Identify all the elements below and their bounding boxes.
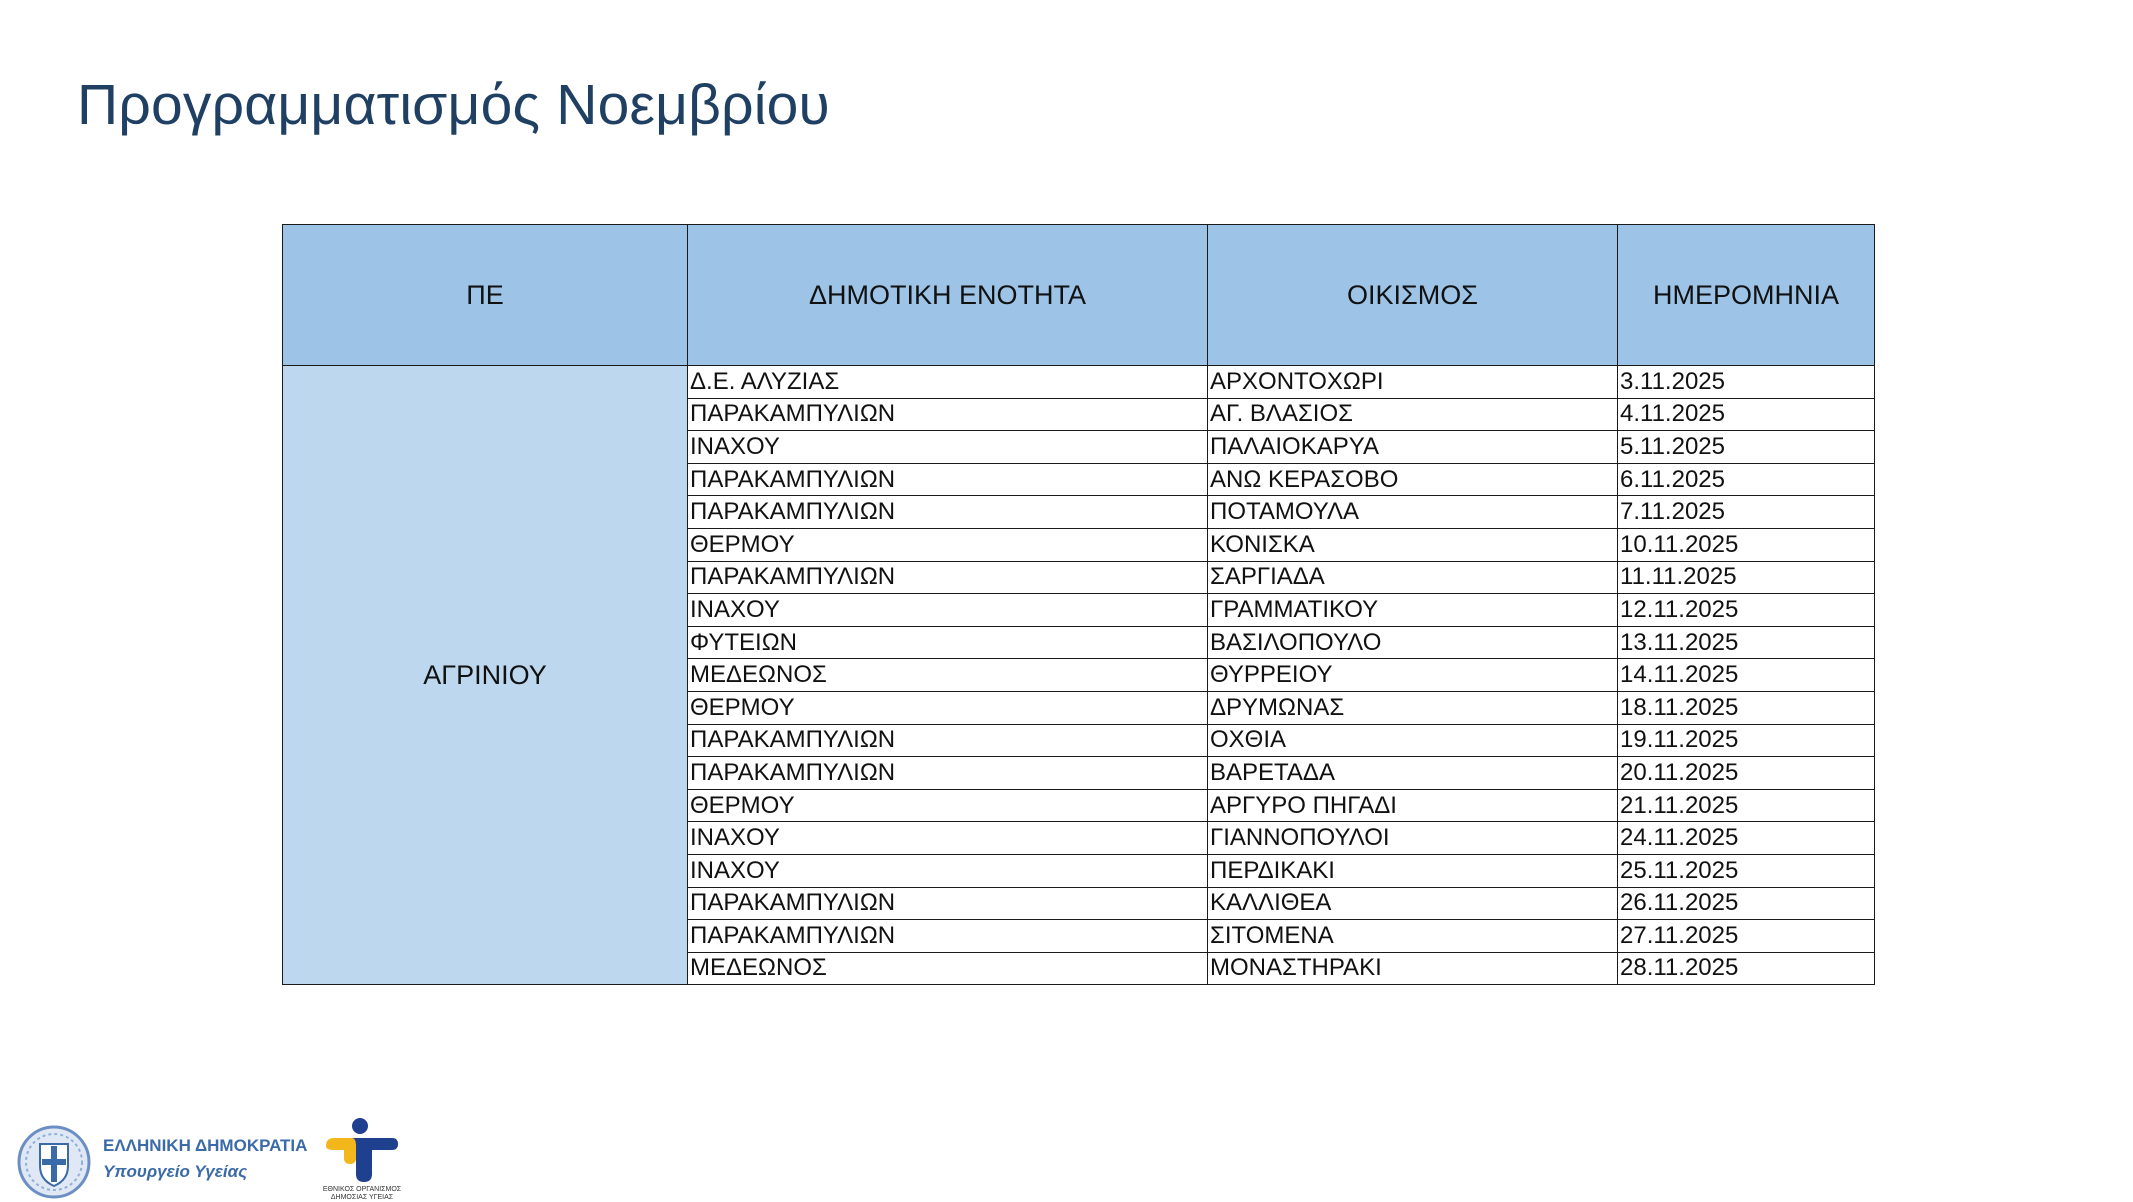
settlement-cell: ΘΥΡΡΕΙΟΥ	[1208, 659, 1618, 692]
date-cell: 19.11.2025	[1618, 724, 1875, 757]
table-body	[283, 366, 1875, 985]
settlement-cell: ΓΙΑΝΝΟΠΟΥΛΟΙ	[1208, 822, 1618, 855]
municipal-unit-cell: ΠΑΡΑΚΑΜΠΥΛΙΩΝ	[688, 496, 1208, 529]
municipal-unit-cell: Δ.Ε. ΑΛΥΖΙΑΣ	[688, 366, 1208, 399]
municipal-unit-cell: ΠΑΡΑΚΑΜΠΥΛΙΩΝ	[688, 724, 1208, 757]
municipal-unit-cell: ΠΑΡΑΚΑΜΠΥΛΙΩΝ	[688, 398, 1208, 431]
header-settlement: ΟΙΚΙΣΜΟΣ	[1208, 225, 1618, 366]
date-cell: 25.11.2025	[1618, 854, 1875, 887]
settlement-cell: ΒΑΡΕΤΑΔΑ	[1208, 757, 1618, 790]
settlement-cell: ΣΑΡΓΙΑΔΑ	[1208, 561, 1618, 594]
settlement-cell: ΚΑΛΛΙΘΕΑ	[1208, 887, 1618, 920]
municipal-unit-cell: ΠΑΡΑΚΑΜΠΥΛΙΩΝ	[688, 561, 1208, 594]
coat-of-arms-icon	[16, 1124, 92, 1200]
date-cell: 10.11.2025	[1618, 528, 1875, 561]
settlement-cell: ΠΟΤΑΜΟΥΛΑ	[1208, 496, 1618, 529]
table-row	[283, 366, 1875, 399]
municipal-unit-cell: ΙΝΑΧΟΥ	[688, 822, 1208, 855]
municipal-unit-cell: ΠΑΡΑΚΑΜΠΥΛΙΩΝ	[688, 463, 1208, 496]
settlement-cell: ΚΟΝΙΣΚΑ	[1208, 528, 1618, 561]
settlement-cell: ΑΓ. ΒΛΑΣΙΟΣ	[1208, 398, 1618, 431]
date-cell: 20.11.2025	[1618, 757, 1875, 790]
region-cell: ΑΓΡΙΝΙΟΥ	[283, 366, 688, 985]
date-cell: 14.11.2025	[1618, 659, 1875, 692]
municipal-unit-cell: ΠΑΡΑΚΑΜΠΥΛΙΩΝ	[688, 757, 1208, 790]
page-title: Προγραμματισμός Νοεμβρίου	[77, 73, 830, 137]
settlement-cell: ΑΡΓΥΡΟ ΠΗΓΑΔΙ	[1208, 789, 1618, 822]
eody-figure-icon	[322, 1116, 402, 1184]
settlement-cell: ΓΡΑΜΜΑΤΙΚΟΥ	[1208, 594, 1618, 627]
settlement-cell: ΠΕΡΔΙΚΑΚΙ	[1208, 854, 1618, 887]
municipal-unit-cell: ΠΑΡΑΚΑΜΠΥΛΙΩΝ	[688, 920, 1208, 953]
eody-caption: ΕΘΝΙΚΟΣ ΟΡΓΑΝΙΣΜΟΣ ΔΗΜΟΣΙΑΣ ΥΓΕΙΑΣ	[322, 1186, 402, 1201]
municipal-unit-cell: ΙΝΑΧΟΥ	[688, 854, 1208, 887]
date-cell: 24.11.2025	[1618, 822, 1875, 855]
municipal-unit-cell: ΘΕΡΜΟΥ	[688, 789, 1208, 822]
municipal-unit-cell: ΠΑΡΑΚΑΜΠΥΛΙΩΝ	[688, 887, 1208, 920]
municipal-unit-cell: ΜΕΔΕΩΝΟΣ	[688, 952, 1208, 985]
header-pe: ΠΕ	[283, 225, 688, 366]
settlement-cell: ΒΑΣΙΛΟΠΟΥΛΟ	[1208, 626, 1618, 659]
date-cell: 7.11.2025	[1618, 496, 1875, 529]
settlement-cell: ΣΙΤΟΜΕΝΑ	[1208, 920, 1618, 953]
municipal-unit-cell: ΜΕΔΕΩΝΟΣ	[688, 659, 1208, 692]
settlement-cell: ΑΝΩ ΚΕΡΑΣΟΒΟ	[1208, 463, 1618, 496]
settlement-cell: ΜΟΝΑΣΤΗΡΑΚΙ	[1208, 952, 1618, 985]
date-cell: 13.11.2025	[1618, 626, 1875, 659]
date-cell: 11.11.2025	[1618, 561, 1875, 594]
municipal-unit-cell: ΘΕΡΜΟΥ	[688, 691, 1208, 724]
settlement-cell: ΑΡΧΟΝΤΟΧΩΡΙ	[1208, 366, 1618, 399]
date-cell: 3.11.2025	[1618, 366, 1875, 399]
date-cell: 5.11.2025	[1618, 431, 1875, 464]
eody-logo	[322, 1116, 402, 1200]
date-cell: 18.11.2025	[1618, 691, 1875, 724]
date-cell: 27.11.2025	[1618, 920, 1875, 953]
date-cell: 12.11.2025	[1618, 594, 1875, 627]
date-cell: 4.11.2025	[1618, 398, 1875, 431]
settlement-cell: ΟΧΘΙΑ	[1208, 724, 1618, 757]
hellenic-republic-logo	[16, 1120, 316, 1200]
date-cell: 21.11.2025	[1618, 789, 1875, 822]
municipal-unit-cell: ΙΝΑΧΟΥ	[688, 594, 1208, 627]
municipal-unit-cell: ΙΝΑΧΟΥ	[688, 431, 1208, 464]
republic-label: ΕΛΛΗΝΙΚΗ ΔΗΜΟΚΡΑΤΙΑ	[103, 1136, 308, 1155]
settlement-cell: ΔΡΥΜΩΝΑΣ	[1208, 691, 1618, 724]
settlement-cell: ΠΑΛΑΙΟΚΑΡΥΑ	[1208, 431, 1618, 464]
municipal-unit-cell: ΘΕΡΜΟΥ	[688, 528, 1208, 561]
header-municipal-unit: ΔΗΜΟΤΙΚΗ ΕΝΟΤΗΤΑ	[688, 225, 1208, 366]
date-cell: 6.11.2025	[1618, 463, 1875, 496]
header-date: ΗΜΕΡΟΜΗΝΙΑ	[1618, 225, 1875, 366]
date-cell: 26.11.2025	[1618, 887, 1875, 920]
table-header-row	[283, 225, 1875, 366]
schedule-table	[282, 224, 1875, 985]
ministry-label: Υπουργείο Υγείας	[103, 1162, 248, 1181]
date-cell: 28.11.2025	[1618, 952, 1875, 985]
municipal-unit-cell: ΦΥΤΕΙΩΝ	[688, 626, 1208, 659]
